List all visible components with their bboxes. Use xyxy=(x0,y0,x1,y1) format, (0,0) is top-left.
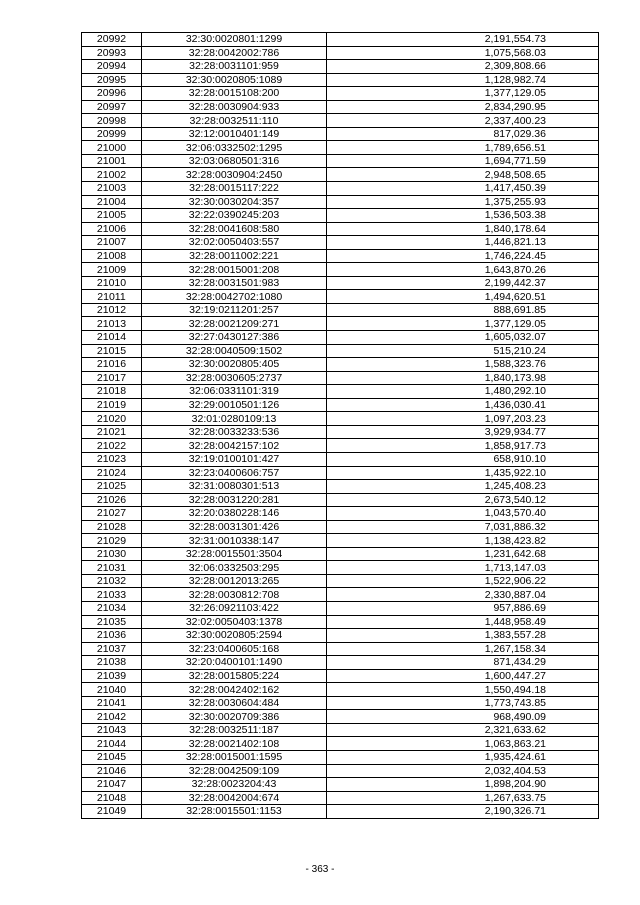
table-row xyxy=(82,615,599,629)
row-number-cell: 21000 xyxy=(82,141,142,155)
row-number-cell: 20993 xyxy=(82,46,142,60)
row-number-cell: 20994 xyxy=(82,60,142,74)
cadastral-number-cell: 32:30:0020805:1089 xyxy=(142,73,327,87)
cadastral-number-cell: 32:06:0332502:1295 xyxy=(142,141,327,155)
value-amount-cell: 1,773,743.85 xyxy=(327,696,599,710)
value-amount-cell: 1,789,656.51 xyxy=(327,141,599,155)
table-row xyxy=(82,696,599,710)
value-amount-cell: 2,673,540.12 xyxy=(327,493,599,507)
value-amount-cell: 1,600,447.27 xyxy=(327,669,599,683)
row-number-cell: 21046 xyxy=(82,764,142,778)
value-amount-cell: 1,383,557.28 xyxy=(327,629,599,643)
row-number-cell: 20996 xyxy=(82,87,142,101)
cadastral-number-cell: 32:28:0042402:162 xyxy=(142,683,327,697)
value-amount-cell: 871,434.29 xyxy=(327,656,599,670)
cadastral-number-cell: 32:01:0280109:13 xyxy=(142,412,327,426)
table-row xyxy=(82,480,599,494)
table-row xyxy=(82,182,599,196)
row-number-cell: 21010 xyxy=(82,276,142,290)
row-number-cell: 21032 xyxy=(82,574,142,588)
row-number-cell: 21042 xyxy=(82,710,142,724)
cadastral-value-table xyxy=(81,32,599,819)
value-amount-cell: 1,494,620.51 xyxy=(327,290,599,304)
row-number-cell: 21012 xyxy=(82,303,142,317)
table-row xyxy=(82,547,599,561)
cadastral-number-cell: 32:30:0020805:2594 xyxy=(142,629,327,643)
cadastral-number-cell: 32:29:0010501:126 xyxy=(142,398,327,412)
cadastral-number-cell: 32:28:0042157:102 xyxy=(142,439,327,453)
table-row xyxy=(82,629,599,643)
value-amount-cell: 1,713,147.03 xyxy=(327,561,599,575)
value-amount-cell: 2,199,442.37 xyxy=(327,276,599,290)
table-row xyxy=(82,791,599,805)
cadastral-number-cell: 32:28:0041608:580 xyxy=(142,222,327,236)
row-number-cell: 21013 xyxy=(82,317,142,331)
row-number-cell: 21003 xyxy=(82,182,142,196)
table-row xyxy=(82,764,599,778)
cadastral-number-cell: 32:23:0400605:168 xyxy=(142,642,327,656)
row-number-cell: 21048 xyxy=(82,791,142,805)
cadastral-number-cell: 32:19:0100101:427 xyxy=(142,452,327,466)
cadastral-number-cell: 32:03:0680501:316 xyxy=(142,154,327,168)
table-row xyxy=(82,520,599,534)
value-amount-cell: 7,031,886.32 xyxy=(327,520,599,534)
cadastral-number-cell: 32:28:0042509:109 xyxy=(142,764,327,778)
table-row xyxy=(82,344,599,358)
row-number-cell: 21044 xyxy=(82,737,142,751)
cadastral-number-cell: 32:31:0080301:513 xyxy=(142,480,327,494)
value-amount-cell: 1,128,982.74 xyxy=(327,73,599,87)
cadastral-number-cell: 32:28:0030605:2737 xyxy=(142,371,327,385)
value-amount-cell: 2,032,404.53 xyxy=(327,764,599,778)
value-amount-cell: 1,231,642.68 xyxy=(327,547,599,561)
row-number-cell: 21019 xyxy=(82,398,142,412)
value-amount-cell: 1,417,450.39 xyxy=(327,182,599,196)
cadastral-number-cell: 32:28:0015501:3504 xyxy=(142,547,327,561)
value-amount-cell: 1,375,255.93 xyxy=(327,195,599,209)
value-amount-cell: 1,480,292.10 xyxy=(327,385,599,399)
value-amount-cell: 2,190,326.71 xyxy=(327,805,599,819)
cadastral-number-cell: 32:28:0042002:786 xyxy=(142,46,327,60)
row-number-cell: 21039 xyxy=(82,669,142,683)
cadastral-number-cell: 32:28:0040509:1502 xyxy=(142,344,327,358)
value-amount-cell: 1,267,633.75 xyxy=(327,791,599,805)
cadastral-number-cell: 32:02:0050403:557 xyxy=(142,236,327,250)
value-amount-cell: 1,267,158.34 xyxy=(327,642,599,656)
value-amount-cell: 968,490.09 xyxy=(327,710,599,724)
row-number-cell: 21005 xyxy=(82,209,142,223)
row-number-cell: 21006 xyxy=(82,222,142,236)
value-amount-cell: 2,191,554.73 xyxy=(327,33,599,47)
value-amount-cell: 1,377,129.05 xyxy=(327,87,599,101)
row-number-cell: 21043 xyxy=(82,723,142,737)
value-amount-cell: 1,075,568.03 xyxy=(327,46,599,60)
row-number-cell: 21004 xyxy=(82,195,142,209)
value-amount-cell: 658,910.10 xyxy=(327,452,599,466)
row-number-cell: 21020 xyxy=(82,412,142,426)
cadastral-number-cell: 32:28:0042702:1080 xyxy=(142,290,327,304)
row-number-cell: 21025 xyxy=(82,480,142,494)
row-number-cell: 21028 xyxy=(82,520,142,534)
value-amount-cell: 1,522,906.22 xyxy=(327,574,599,588)
value-amount-cell: 888,691.85 xyxy=(327,303,599,317)
value-amount-cell: 1,448,958.49 xyxy=(327,615,599,629)
row-number-cell: 21026 xyxy=(82,493,142,507)
row-number-cell: 21016 xyxy=(82,358,142,372)
table-row xyxy=(82,222,599,236)
table-row xyxy=(82,398,599,412)
row-number-cell: 21007 xyxy=(82,236,142,250)
cadastral-number-cell: 32:28:0030812:708 xyxy=(142,588,327,602)
cadastral-number-cell: 32:28:0015501:1153 xyxy=(142,805,327,819)
row-number-cell: 21034 xyxy=(82,601,142,615)
row-number-cell: 21001 xyxy=(82,154,142,168)
row-number-cell: 21002 xyxy=(82,168,142,182)
table-row xyxy=(82,723,599,737)
value-amount-cell: 1,097,203.23 xyxy=(327,412,599,426)
cadastral-number-cell: 32:28:0015001:208 xyxy=(142,263,327,277)
table-row xyxy=(82,737,599,751)
row-number-cell: 21008 xyxy=(82,249,142,263)
table-row xyxy=(82,412,599,426)
table-row xyxy=(82,710,599,724)
row-number-cell: 21018 xyxy=(82,385,142,399)
value-amount-cell: 2,330,887.04 xyxy=(327,588,599,602)
row-number-cell: 21038 xyxy=(82,656,142,670)
cadastral-number-cell: 32:28:0030604:484 xyxy=(142,696,327,710)
table-row xyxy=(82,141,599,155)
table-row xyxy=(82,127,599,141)
table-row xyxy=(82,466,599,480)
row-number-cell: 21036 xyxy=(82,629,142,643)
value-amount-cell: 1,063,863.21 xyxy=(327,737,599,751)
table-row xyxy=(82,439,599,453)
value-amount-cell: 1,435,922.10 xyxy=(327,466,599,480)
cadastral-number-cell: 32:28:0042004:674 xyxy=(142,791,327,805)
row-number-cell: 21022 xyxy=(82,439,142,453)
cadastral-number-cell: 32:27:0430127:386 xyxy=(142,331,327,345)
table-row xyxy=(82,683,599,697)
value-amount-cell: 1,536,503.38 xyxy=(327,209,599,223)
row-number-cell: 20998 xyxy=(82,114,142,128)
table-row xyxy=(82,534,599,548)
row-number-cell: 21014 xyxy=(82,331,142,345)
cadastral-number-cell: 32:20:0380228:146 xyxy=(142,507,327,521)
table-row xyxy=(82,452,599,466)
row-number-cell: 21037 xyxy=(82,642,142,656)
cadastral-number-cell: 32:28:0031101:959 xyxy=(142,60,327,74)
value-amount-cell: 1,377,129.05 xyxy=(327,317,599,331)
value-amount-cell: 1,840,173.98 xyxy=(327,371,599,385)
table-row xyxy=(82,358,599,372)
cadastral-number-cell: 32:28:0031301:426 xyxy=(142,520,327,534)
table-row xyxy=(82,493,599,507)
value-amount-cell: 1,935,424.61 xyxy=(327,750,599,764)
table-row xyxy=(82,303,599,317)
row-number-cell: 21027 xyxy=(82,507,142,521)
table-row xyxy=(82,561,599,575)
page-number: - 363 - xyxy=(305,864,335,875)
value-amount-cell: 3,929,934.77 xyxy=(327,425,599,439)
table-row xyxy=(82,114,599,128)
cadastral-number-cell: 32:28:0015117:222 xyxy=(142,182,327,196)
table-row xyxy=(82,331,599,345)
row-number-cell: 20999 xyxy=(82,127,142,141)
row-number-cell: 21047 xyxy=(82,778,142,792)
cadastral-number-cell: 32:28:0012013:265 xyxy=(142,574,327,588)
row-number-cell: 21029 xyxy=(82,534,142,548)
table-row xyxy=(82,73,599,87)
row-number-cell: 21009 xyxy=(82,263,142,277)
cadastral-number-cell: 32:28:0031501:983 xyxy=(142,276,327,290)
cadastral-number-cell: 32:30:0020805:405 xyxy=(142,358,327,372)
cadastral-number-cell: 32:19:0211201:257 xyxy=(142,303,327,317)
value-amount-cell: 1,605,032.07 xyxy=(327,331,599,345)
row-number-cell: 21017 xyxy=(82,371,142,385)
table-row xyxy=(82,154,599,168)
table-row xyxy=(82,46,599,60)
row-number-cell: 21021 xyxy=(82,425,142,439)
row-number-cell: 21031 xyxy=(82,561,142,575)
row-number-cell: 20995 xyxy=(82,73,142,87)
value-amount-cell: 1,446,821.13 xyxy=(327,236,599,250)
row-number-cell: 21011 xyxy=(82,290,142,304)
row-number-cell: 21049 xyxy=(82,805,142,819)
cadastral-number-cell: 32:06:0331101:319 xyxy=(142,385,327,399)
table-row xyxy=(82,601,599,615)
value-amount-cell: 1,245,408.23 xyxy=(327,480,599,494)
cadastral-number-cell: 32:28:0021209:271 xyxy=(142,317,327,331)
table-row xyxy=(82,778,599,792)
value-amount-cell: 2,948,508.65 xyxy=(327,168,599,182)
cadastral-number-cell: 32:26:0921103:422 xyxy=(142,601,327,615)
document-page xyxy=(81,32,598,819)
table-row xyxy=(82,425,599,439)
table-row xyxy=(82,33,599,47)
row-number-cell: 21023 xyxy=(82,452,142,466)
value-amount-cell: 1,858,917.73 xyxy=(327,439,599,453)
cadastral-number-cell: 32:28:0032511:187 xyxy=(142,723,327,737)
value-amount-cell: 2,337,400.23 xyxy=(327,114,599,128)
value-amount-cell: 1,588,323.76 xyxy=(327,358,599,372)
table-row xyxy=(82,507,599,521)
cadastral-number-cell: 32:30:0020709:386 xyxy=(142,710,327,724)
row-number-cell: 20997 xyxy=(82,100,142,114)
table-row xyxy=(82,276,599,290)
table-row xyxy=(82,263,599,277)
cadastral-number-cell: 32:28:0015108:200 xyxy=(142,87,327,101)
value-amount-cell: 1,694,771.59 xyxy=(327,154,599,168)
table-row xyxy=(82,656,599,670)
value-amount-cell: 1,436,030.41 xyxy=(327,398,599,412)
cadastral-number-cell: 32:28:0030904:2450 xyxy=(142,168,327,182)
cadastral-number-cell: 32:30:0020801:1299 xyxy=(142,33,327,47)
table-row xyxy=(82,60,599,74)
row-number-cell: 20992 xyxy=(82,33,142,47)
row-number-cell: 21045 xyxy=(82,750,142,764)
value-amount-cell: 1,840,178.64 xyxy=(327,222,599,236)
cadastral-number-cell: 32:28:0015001:1595 xyxy=(142,750,327,764)
row-number-cell: 21024 xyxy=(82,466,142,480)
table-row xyxy=(82,100,599,114)
table-row xyxy=(82,371,599,385)
table-row xyxy=(82,87,599,101)
cadastral-number-cell: 32:12:0010401:149 xyxy=(142,127,327,141)
cadastral-number-cell: 32:06:0332503:295 xyxy=(142,561,327,575)
table-row xyxy=(82,209,599,223)
value-amount-cell: 1,138,423.82 xyxy=(327,534,599,548)
row-number-cell: 21041 xyxy=(82,696,142,710)
cadastral-number-cell: 32:28:0011002:221 xyxy=(142,249,327,263)
cadastral-number-cell: 32:02:0050403:1378 xyxy=(142,615,327,629)
row-number-cell: 21035 xyxy=(82,615,142,629)
table-row xyxy=(82,195,599,209)
value-amount-cell: 1,746,224.45 xyxy=(327,249,599,263)
table-row xyxy=(82,750,599,764)
table-row xyxy=(82,249,599,263)
row-number-cell: 21030 xyxy=(82,547,142,561)
cadastral-number-cell: 32:28:0015805:224 xyxy=(142,669,327,683)
cadastral-number-cell: 32:22:0390245:203 xyxy=(142,209,327,223)
table-row xyxy=(82,290,599,304)
value-amount-cell: 817,029.36 xyxy=(327,127,599,141)
table-row xyxy=(82,317,599,331)
table-row xyxy=(82,236,599,250)
value-amount-cell: 2,834,290.95 xyxy=(327,100,599,114)
value-amount-cell: 1,898,204.90 xyxy=(327,778,599,792)
value-amount-cell: 1,643,870.26 xyxy=(327,263,599,277)
cadastral-number-cell: 32:30:0030204:357 xyxy=(142,195,327,209)
cadastral-number-cell: 32:28:0030904:933 xyxy=(142,100,327,114)
table-row xyxy=(82,588,599,602)
row-number-cell: 21040 xyxy=(82,683,142,697)
value-amount-cell: 2,309,808.66 xyxy=(327,60,599,74)
table-row xyxy=(82,385,599,399)
value-amount-cell: 2,321,633.62 xyxy=(327,723,599,737)
value-amount-cell: 515,210.24 xyxy=(327,344,599,358)
cadastral-number-cell: 32:28:0023204:43 xyxy=(142,778,327,792)
value-amount-cell: 1,550,494.18 xyxy=(327,683,599,697)
table-row xyxy=(82,805,599,819)
table-row xyxy=(82,669,599,683)
cadastral-number-cell: 32:20:0400101:1490 xyxy=(142,656,327,670)
cadastral-number-cell: 32:28:0031220:281 xyxy=(142,493,327,507)
table-row xyxy=(82,642,599,656)
table-row xyxy=(82,168,599,182)
cadastral-number-cell: 32:28:0033233:536 xyxy=(142,425,327,439)
table-row xyxy=(82,574,599,588)
cadastral-number-cell: 32:23:0400606:757 xyxy=(142,466,327,480)
cadastral-number-cell: 32:28:0021402:108 xyxy=(142,737,327,751)
cadastral-number-cell: 32:28:0032511:110 xyxy=(142,114,327,128)
value-amount-cell: 1,043,570.40 xyxy=(327,507,599,521)
row-number-cell: 21033 xyxy=(82,588,142,602)
row-number-cell: 21015 xyxy=(82,344,142,358)
value-amount-cell: 957,886.69 xyxy=(327,601,599,615)
cadastral-number-cell: 32:31:0010338:147 xyxy=(142,534,327,548)
table-body xyxy=(82,33,599,819)
